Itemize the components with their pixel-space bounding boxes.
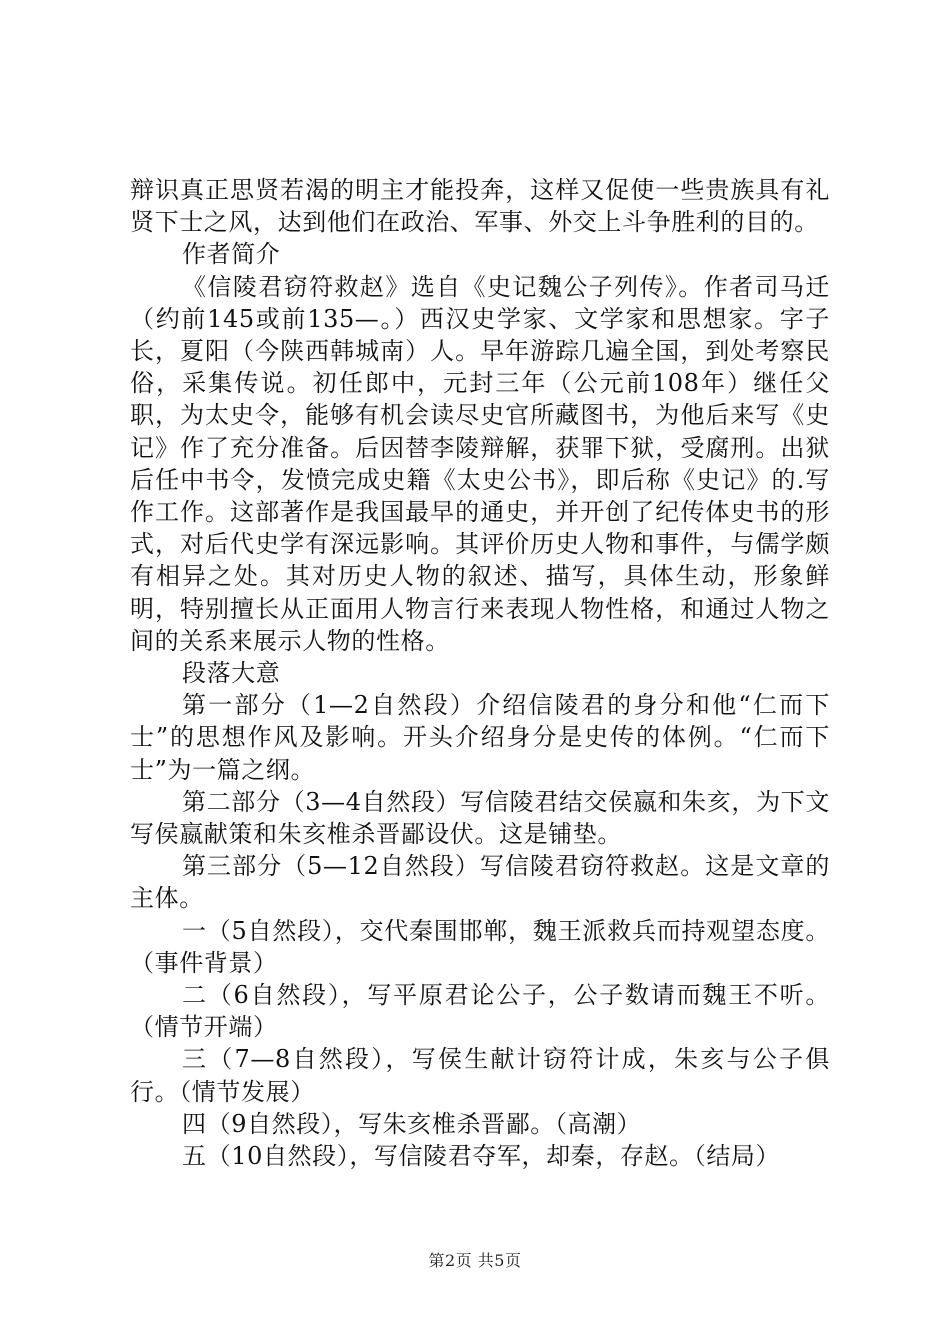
paragraph-section-two: 二（6自然段），写平原君论公子，公子数请而魏王不听。（情节开端） [130,981,830,1042]
paragraph-part-three: 第三部分（5—12自然段）写信陵君窃符救赵。这是文章的主体。 [130,852,830,913]
paragraph-author-bio: 《信陵君窃符救赵》选自《史记魏公子列传》。作者司马迁（约前145或前135—。）西汉史学家、文学家和思想家。字子长，夏阳（今陕西韩城南）人。早年游踪几遍全国，到处考察民俗，采集传说。初任郎中，元封三年（公元前108年）继任父职，为太史令，能够有机会读尽史官所藏图书，为他后来写《史记》作了充分准备。后因替李陵辩解，获罪下狱，受腐刑。出狱后任中书令，发愤完成史籍《太史公书》，即后称《史记》的.写作工作。这部著作是我国最早的通史，并开创了纪传体史书的形式，对后代史学有深远影响。其评价历史人物和事件，与儒学颇有相异之处。其对历史人物的叙述、描写，具体生动，形象鲜明，特别擅长从正面用人物言行来表现人物性格，和通过人物之间的关系来展示人物的性格。 [130,272,830,655]
document-body [130,174,830,1172]
paragraph-section-one: 一（5自然段），交代秦围邯郸，魏王派救兵而持观望态度。（事件背景） [130,916,830,977]
heading-author-intro: 作者简介 [182,240,281,269]
paragraph-section-three: 三（7—8自然段），写侯生献计窃符计成，朱亥与公子俱行。（情节发展） [130,1045,830,1106]
page-number-footer: 第2页 共5页 [428,1251,522,1270]
paragraph-section-five: 五（10自然段），写信陵君夺军，却秦，存赵。（结局） [182,1142,781,1171]
heading-paragraph-summary: 段落大意 [182,659,281,688]
paragraph-section-four: 四（9自然段），写朱亥椎杀晋鄙。（高潮） [182,1109,642,1138]
paragraph-part-one: 第一部分（1—2自然段）介绍信陵君的身分和他“仁而下士”的思想作风及影响。开头介绍身分是史传的体例。“仁而下士”为一篇之纲。 [130,691,830,784]
paragraph-intro-continuation: 辩识真正思贤若渴的明主才能投奔，这样又促使一些贵族具有礼贤下士之风，达到他们在政治、军事、外交上斗争胜利的目的。 [130,176,830,237]
paragraph-part-two: 第二部分（3—4自然段）写信陵君结交侯嬴和朱亥，为下文写侯嬴献策和朱亥椎杀晋鄙设伏。这是铺垫。 [130,787,830,849]
